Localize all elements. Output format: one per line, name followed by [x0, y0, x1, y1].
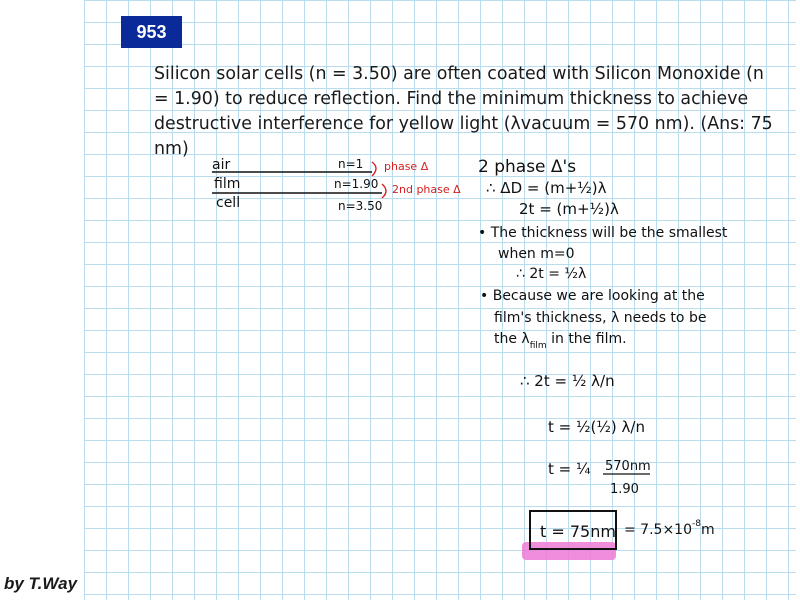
index-cell: n=3.50 — [338, 199, 383, 213]
layer-label-film: film — [214, 176, 241, 192]
answer-highlight — [522, 542, 616, 560]
solution-eq6-numerator: 570nm — [605, 459, 651, 474]
solution-note2b: film's thickness, λ needs to be — [494, 310, 707, 326]
answer-alt: = $7.5\times 10^{-8}m$ — [624, 519, 715, 538]
solution-heading: 2 phase Δ's — [478, 157, 577, 177]
solution-note1a: • The thickness will be the smallest — [478, 225, 728, 241]
solution-note2a: • Because we are looking at the — [480, 288, 705, 304]
solution-eq4: ∴ 2t = ½ λ/n — [520, 372, 615, 390]
solution-eq6-denominator: 1.90 — [610, 482, 639, 497]
solution-eq2: 2t = (m+½)λ — [519, 200, 619, 218]
index-film: n=1.90 — [334, 177, 379, 191]
problem-statement: Silicon solar cells (n = 3.50) are often coated with Silicon Monoxide (n = 1.90) to reduce reflection. Find the minimum thickness to achieve destructive interference for yellow light (λvacuum = 570 nm). (Ans: 75 nm) — [154, 64, 773, 159]
solution-note2c: the $\lambda_{film}$ in the film. — [494, 331, 627, 351]
solution-note1b: when m=0 — [498, 246, 575, 262]
phase-label-1: phase Δ — [384, 160, 429, 173]
solution-eq1: ∴ ΔD = (m+½)λ — [486, 179, 607, 197]
solution-eq3: ∴ 2t = ½λ — [516, 266, 587, 282]
problem-number-badge: 953 — [121, 16, 182, 48]
phase-arrow-1 — [372, 162, 376, 176]
layer-diagram — [212, 157, 461, 213]
index-air: n=1 — [338, 157, 364, 171]
solution-eq5: t = ½(½) λ/n — [548, 418, 645, 436]
phase-arrow-2 — [382, 184, 386, 198]
solution-eq6-lhs: t = ¼ — [548, 460, 591, 478]
solution-steps — [478, 157, 728, 497]
final-answer — [522, 511, 715, 560]
author-byline: by T.Way — [4, 574, 78, 593]
layer-label-air: air — [212, 157, 231, 173]
answer-text: t = 75nm — [540, 522, 616, 541]
phase-label-2: 2nd phase Δ — [392, 183, 461, 196]
layer-label-cell: cell — [216, 195, 241, 211]
